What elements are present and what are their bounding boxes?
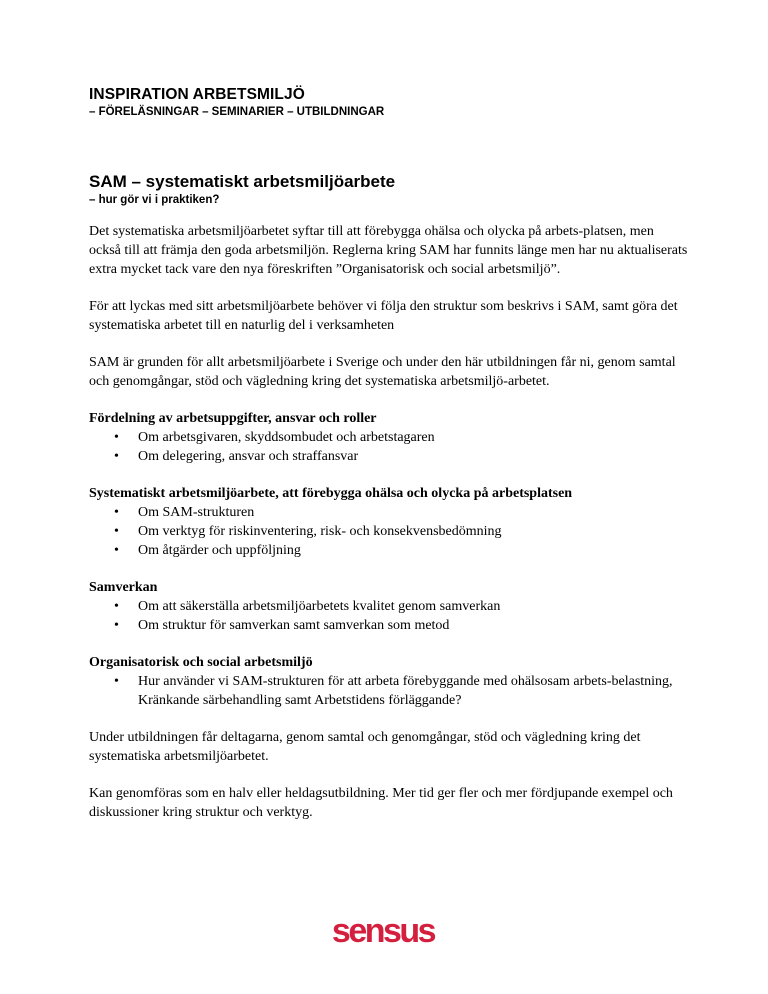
course-subtitle: – hur gör vi i praktiken? <box>89 194 220 206</box>
section-heading: Samverkan <box>89 580 158 595</box>
intro-paragraph-3: SAM är grunden för allt arbetsmiljöarbete i Sverige och under den här utbildningen får ni, genom samtal och genomgångar, stöd och vägledning kring det systematiska arbetsmiljö-arbetet. <box>89 355 676 389</box>
intro-paragraph-2: För att lyckas med sitt arbetsmiljöarbete behöver vi följa den struktur som beskrivs i SAM, samt göra det systematiska arbetet till en naturlig del i verksamheten <box>89 299 678 333</box>
list-item: • Om att säkerställa arbetsmiljöarbetets kvalitet genom samverkan <box>138 597 689 616</box>
sensus-logo <box>318 912 448 952</box>
list-item: • Om SAM-strukturen <box>138 503 689 522</box>
section-heading: Systematiskt arbetsmiljöarbete, att förebygga ohälsa och olycka på arbetsplatsen <box>89 486 573 501</box>
list-item: • Om verktyg för riskinventering, risk- och konsekvensbedömning <box>138 522 689 541</box>
bullet-list <box>89 597 689 635</box>
section-heading: Organisatorisk och social arbetsmiljö <box>89 655 313 670</box>
outro-paragraph-1: Under utbildningen får deltagarna, genom samtal och genomgångar, stöd och vägledning kring det systematiska arbetsmiljöarbetet. <box>89 730 641 764</box>
outro-paragraph-2: Kan genomföras som en halv eller heldagsutbildning. Mer tid ger fler och mer fördjupande exempel och diskussioner kring struktur och verktyg. <box>89 786 673 820</box>
bullet-list <box>89 428 689 466</box>
page-subtitle: – FÖRELÄSNINGAR – SEMINARIER – UTBILDNINGAR <box>89 106 385 118</box>
intro-paragraph-1: Det systematiska arbetsmiljöarbetet syftar till att förebygga ohälsa och olycka på arbets-platsen, men också till att främja den goda arbetsmiljön. Reglerna kring SAM har funnits länge men har nu aktualiserats extra mycket tack vare den nya föreskriften ”Organisatorisk och social arbetsmiljö”. <box>89 224 688 277</box>
list-item: • Om delegering, ansvar och straffansvar <box>138 447 689 466</box>
section-heading: Fördelning av arbetsuppgifter, ansvar och roller <box>89 411 377 426</box>
course-title: SAM – systematiskt arbetsmiljöarbete <box>89 172 396 191</box>
bullet-list <box>89 503 689 560</box>
document-body <box>89 222 689 840</box>
list-item: • Om åtgärder och uppföljning <box>138 541 689 560</box>
list-item: • Om arbetsgivaren, skyddsombudet och arbetstagaren <box>138 428 689 447</box>
list-item: • Om struktur för samverkan samt samverkan som metod <box>138 616 689 635</box>
bullet-list <box>89 672 689 710</box>
logo-wordmark: sensus <box>331 912 435 950</box>
page-title: INSPIRATION ARBETSMILJÖ <box>89 86 305 103</box>
list-item: • Hur använder vi SAM-strukturen för att arbeta förebyggande med ohälsosam arbets-belastning, Kränkande särbehandling samt Arbetstidens förläggande? <box>138 672 689 710</box>
